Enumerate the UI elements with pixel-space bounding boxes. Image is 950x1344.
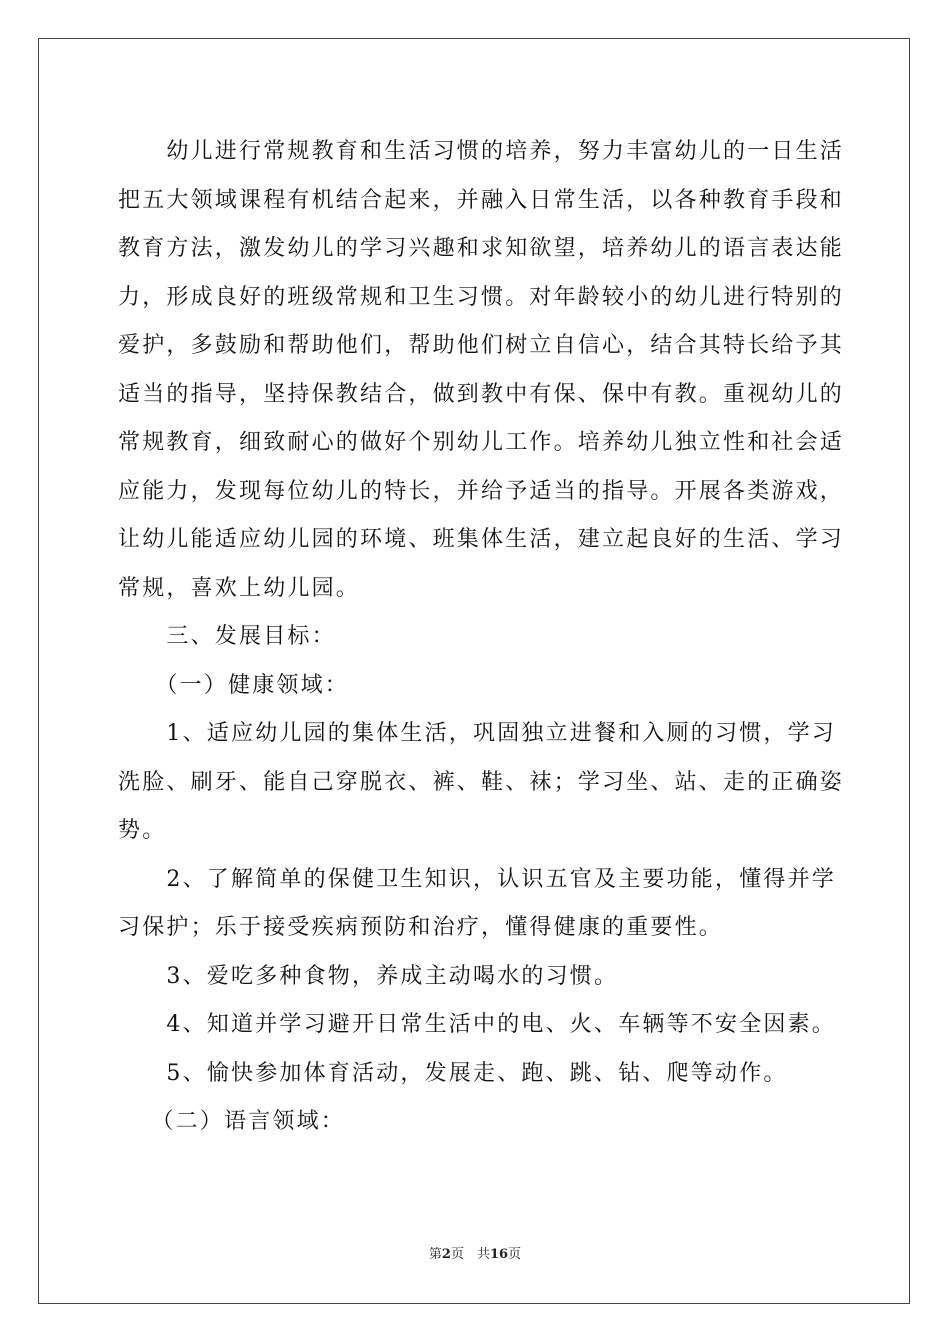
text-line: 3、爱吃多种食物，养成主动喝水的习惯。 (118, 963, 619, 989)
footer-suffix: 页 (508, 1247, 522, 1262)
text-line: 4、知道并学习避开日常生活中的电、火、车辆等不安全因素。 (118, 1012, 836, 1037)
text-line: 习保护；乐于接受疾病预防和治疗，懂得健康的重要性。 (118, 915, 724, 940)
total-page-number: 16 (489, 1247, 509, 1262)
text-line: 应能力，发现每位幼儿的特长，并给予适当的指导。开展各类游戏， (118, 478, 845, 504)
text-line: 势。 (118, 818, 167, 843)
text-line: 让幼儿能适应幼儿园的环境、班集体生活，建立起良好的生活、学习 (118, 527, 845, 552)
text-line: 常规，喜欢上幼儿园。 (118, 575, 361, 601)
text-line: 1、适应幼儿园的集体生活，巩固独立进餐和入厕的习惯，学习 (118, 721, 836, 746)
footer-mid: 页 共 (450, 1247, 490, 1262)
subsection-heading: （一）健康领域： (118, 672, 350, 698)
page-footer (0, 1243, 950, 1262)
text-line: 爱护，多鼓励和帮助他们，帮助他们树立自信心，结合其特长给予其 (118, 333, 845, 358)
section-heading: 三、发展目标： (118, 624, 336, 649)
document-body (118, 128, 845, 1147)
text-line: 适当的指导，坚持保教结合，做到教中有保、保中有教。重视幼儿的 (118, 381, 845, 407)
subsection-heading: （二）语言领域： (118, 1109, 345, 1134)
text-line: 2、了解简单的保健卫生知识，认识五官及主要功能，懂得并学 (118, 866, 836, 892)
text-line: 洗脸、刷牙、能自己穿脱衣、裤、鞋、袜；学习坐、站、走的正确姿 (118, 769, 845, 795)
text-line: 5、愉快参加体育活动，发展走、跑、跳、钻、爬等动作。 (118, 1060, 788, 1086)
text-line: 力，形成良好的班级常规和卫生习惯。对年龄较小的幼儿进行特别的 (118, 284, 845, 310)
text-line: 常规教育，细致耐心的做好个别幼儿工作。培养幼儿独立性和社会适 (118, 430, 845, 455)
text-line: 幼儿进行常规教育和生活习惯的培养，努力丰富幼儿的一日生活 (118, 139, 845, 164)
text-line: 教育方法，激发幼儿的学习兴趣和求知欲望，培养幼儿的语言表达能 (118, 236, 845, 261)
text-line: 把五大领域课程有机结合起来，并融入日常生活，以各种教育手段和 (118, 187, 845, 213)
footer-prefix: 第 (428, 1247, 442, 1262)
current-page-number: 2 (441, 1247, 451, 1262)
